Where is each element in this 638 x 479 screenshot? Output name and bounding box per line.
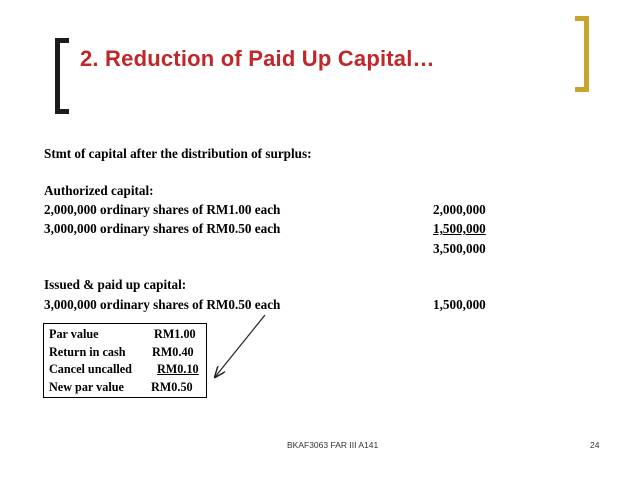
par-value-label: Par value <box>49 327 99 341</box>
new-par-value-value: RM0.50 <box>151 380 193 394</box>
par-value-value: RM1.00 <box>154 327 196 341</box>
authorized-total: 3,500,000 <box>433 241 486 256</box>
return-in-cash-value: RM0.40 <box>152 345 194 359</box>
issued-row: 3,000,000 ordinary shares of RM0.50 each <box>44 297 281 312</box>
authorized-row-1: 2,000,000 ordinary shares of RM1.00 each <box>44 202 281 217</box>
authorized-amount-2: 1,500,000 <box>433 221 486 236</box>
footer-page-number: 24 <box>590 440 600 450</box>
cancel-uncalled-value: RM0.10 <box>157 362 199 376</box>
issued-label: Issued & paid up capital: <box>44 277 187 292</box>
statement-heading: Stmt of capital after the distribution of surplus: <box>44 146 312 161</box>
return-in-cash-label: Return in cash <box>49 345 126 359</box>
new-par-value-label: New par value <box>49 380 124 394</box>
authorized-label: Authorized capital: <box>44 183 154 198</box>
authorized-amount-1: 2,000,000 <box>433 202 486 217</box>
authorized-row-2: 3,000,000 ordinary shares of RM0.50 each <box>44 221 281 236</box>
footer-course: BKAF3063 FAR III A141 <box>287 440 379 450</box>
slide-title: 2. Reduction of Paid Up Capital… <box>80 46 435 71</box>
issued-amount: 1,500,000 <box>433 297 486 312</box>
cancel-uncalled-label: Cancel uncalled <box>49 362 132 376</box>
arrow-line <box>215 315 265 377</box>
